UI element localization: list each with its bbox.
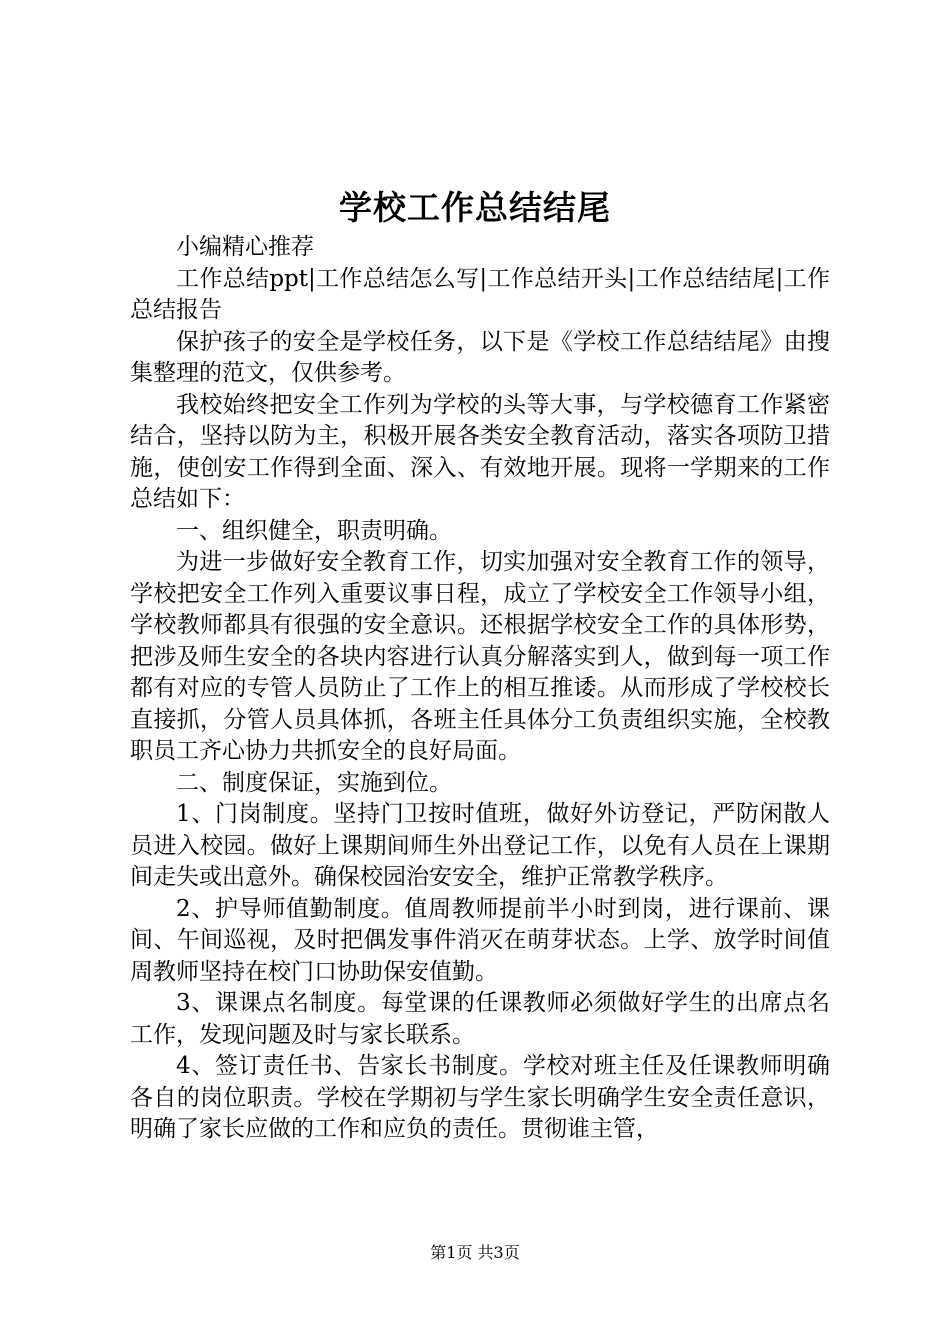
paragraph: 工作总结ppt|工作总结怎么写|工作总结开头|工作总结结尾|工作总结报告	[130, 265, 830, 323]
paragraph: 2、护导师值勤制度。值周教师提前半小时到岗，进行课前、课间、午间巡视，及时把偶发事件消灭在萌芽状态。上学、放学时间值周教师坚持在校门口协助保安值勤。	[130, 895, 830, 985]
section-heading: 二、制度保证，实施到位。	[176, 769, 452, 796]
paragraph: 1、门岗制度。坚持门卫按时值班，做好外访登记，严防闲散人员进入校园。做好上课期间师生外出登记工作，以免有人员在上课期间走失或出意外。确保校园治安安全，维护正常教学秩序。	[130, 801, 830, 890]
document-title: 学校工作总结结尾	[339, 188, 611, 227]
paragraph: 我校始终把安全工作列为学校的头等大事，与学校德育工作紧密结合，坚持以防为主，积极开展各类安全教育活动，落实各项防卫措施，使创安工作得到全面、深入、有效地开展。现将一学期来的工作总结如下：	[130, 391, 830, 512]
paragraph: 为进一步做好安全教育工作，切实加强对安全教育工作的领导，学校把安全工作列入重要议事日程，成立了学校安全工作领导小组，学校教师都具有很强的安全意识。还根据学校安全工作的具体形势，把涉及师生安全的各块内容进行认真分解落实到人，做到每一项工作都有对应的专管人员防止了工作上的相互推诿。从而形成了学校校长直接抓，分管人员具体抓，各班主任具体分工负责组织实施，全校教职员工齐心协力共抓安全的良好局面。	[130, 549, 830, 764]
paragraph: 4、签订责任书、告家长书制度。学校对班主任及任课教师明确各自的岗位职责。学校在学期初与学生家长明确学生安全责任意识，明确了家长应做的工作和应负的责任。贯彻谁主管，	[130, 1053, 830, 1142]
paragraph: 3、课课点名制度。每堂课的任课教师必须做好学生的出席点名工作，发现问题及时与家长联系。	[130, 990, 830, 1048]
paragraph: 保护孩子的安全是学校任务，以下是《学校工作总结结尾》由搜集整理的范文，仅供参考。	[130, 328, 830, 386]
paragraph: 小编精心推荐	[176, 234, 314, 260]
section-heading: 一、组织健全，职责明确。	[176, 517, 452, 544]
document-body	[130, 232, 830, 1146]
page-footer: 第1页 共3页	[430, 1243, 520, 1262]
